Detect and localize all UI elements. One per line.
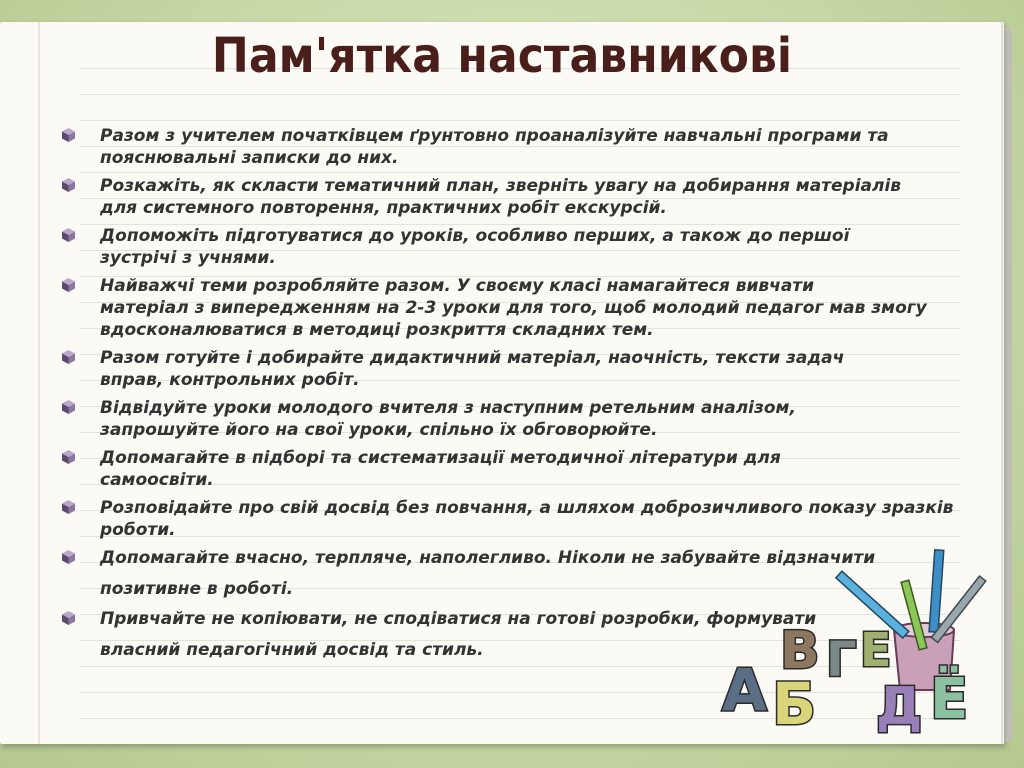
item-line: Допомагайте вчасно, терпляче, наполегливо. Ніколи не забувайте відзначити <box>100 548 876 568</box>
letter-v: В <box>780 621 820 681</box>
item-line: власний педагогічний досвід та стиль. <box>100 640 484 660</box>
list-item <box>62 397 982 441</box>
letter-e: Е <box>860 623 892 677</box>
item-line: вправ, контрольних робіт. <box>100 370 360 390</box>
item-line: роботи. <box>100 520 176 540</box>
cube-bullet-icon <box>62 128 75 142</box>
item-line: самоосвіти. <box>100 470 214 490</box>
letter-b: Б <box>772 670 817 738</box>
item-line: Розкажіть, як скласти тематичний план, зверніть увагу на добирання матеріалів <box>100 176 902 196</box>
list-item <box>62 125 982 169</box>
alphabet-pencils-illustration <box>718 540 1008 760</box>
item-line: Відвідуйте уроки молодого вчителя з наступним ретельним аналізом, <box>100 398 796 418</box>
item-line: Допоможіть підготуватися до уроків, особливо перших, а також до першої <box>100 226 850 246</box>
item-line: Найважчі теми розробляйте разом. У своєму класі намагайтеся вивчати <box>100 276 815 296</box>
cube-bullet-icon <box>62 400 75 414</box>
cube-bullet-icon <box>62 550 75 564</box>
list-item <box>62 225 982 269</box>
item-line: Допомагайте в підборі та систематизації методичної літератури для <box>100 448 781 468</box>
item-line: Розповідайте про свій досвід без повчання, а шляхом доброзичливого показу зразків <box>100 498 954 518</box>
page-title: Пам'ятка наставникові <box>211 28 793 84</box>
item-line: Разом готуйте і добирайте дидактичний матеріал, наочність, тексти задач <box>100 348 845 368</box>
item-line: позитивне в роботі. <box>100 579 294 599</box>
cube-bullet-icon <box>62 278 75 292</box>
margin-line <box>38 22 40 744</box>
letter-d: Д <box>876 677 923 737</box>
list-item <box>62 175 982 219</box>
letter-yo: Ё <box>930 667 969 732</box>
cube-bullet-icon <box>62 450 75 464</box>
letter-g: Г <box>826 632 857 688</box>
item-line: запрошуйте його на свої уроки, спільно їх обговорюйте. <box>100 420 658 440</box>
list-item <box>62 447 982 491</box>
letter-a: А <box>722 656 767 724</box>
item-line: Разом з учителем початківцем ґрунтовно проаналізуйте навчальні програми та <box>100 126 889 146</box>
cube-bullet-icon <box>62 228 75 242</box>
item-line: Привчайте не копіювати, не сподіватися на готові розробки, формувати <box>100 609 817 629</box>
item-line: пояснювальні записки до них. <box>100 148 399 168</box>
cube-bullet-icon <box>62 611 75 625</box>
cube-bullet-icon <box>62 500 75 514</box>
item-line: зустрічі з учнями. <box>100 248 276 268</box>
cube-bullet-icon <box>62 178 75 192</box>
item-line: для системного повторення, практичних робіт екскурсій. <box>100 198 667 218</box>
list-item <box>62 275 982 341</box>
list-item <box>62 347 982 391</box>
item-line: матеріал з випередженням на 2-3 уроки для того, щоб молодий педагог мав змогу <box>100 298 927 318</box>
cube-bullet-icon <box>62 350 75 364</box>
item-line: вдосконалюватися в методиці розкриття складних тем. <box>100 320 654 340</box>
list-item <box>62 497 982 541</box>
